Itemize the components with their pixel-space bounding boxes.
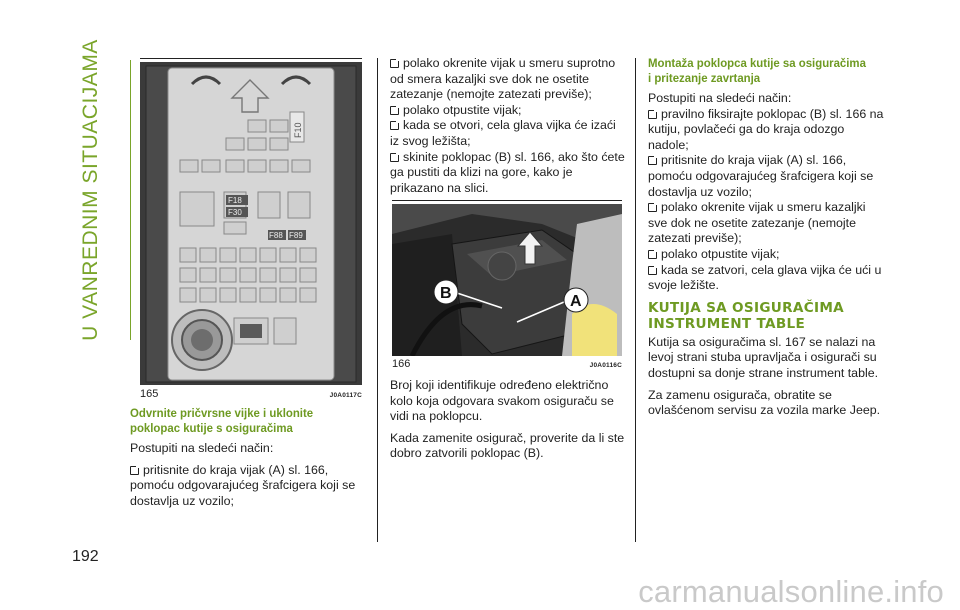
checkbox-bullet-icon <box>390 121 399 130</box>
checkbox-bullet-icon <box>648 203 657 212</box>
section-heading-refit-cover: Montaža poklopca kutije sa osiguračima i pritezanje zavrtanja <box>648 56 866 85</box>
figure-166-engine-bay-image <box>392 204 622 356</box>
column-3 <box>648 56 888 425</box>
checkbox-bullet-icon <box>390 153 399 162</box>
checkbox-bullet-icon <box>648 156 657 165</box>
col1-bullet-1: pritisnite do kraja vijak (A) sl. 166, pomoću odgovarajućeg šrafcigera koji se dostavlja uz vozilo; <box>130 462 356 508</box>
column-divider-1 <box>377 58 378 542</box>
column-1 <box>130 406 366 515</box>
col3-bullet-3: polako okrenite vijak u smeru kazaljki sve dok ne osetite zatezanje (nemojte zatezati previše); <box>648 200 866 246</box>
fuse-label-f89: F89 <box>289 231 303 240</box>
callout-a: A <box>570 293 582 310</box>
fuse-label-f10: F10 <box>293 122 303 138</box>
fuse-label-f88: F88 <box>269 231 283 240</box>
col2-bullet-3: kada se otvori, cela glava vijka će izaći iz svog ležišta; <box>390 118 616 148</box>
figure-165-number: 165 <box>140 388 159 400</box>
column-2-top <box>390 56 628 196</box>
col3-bullet-5: kada se zatvori, cela glava vijka će ući u svoje ležište. <box>648 262 882 293</box>
fuse-label-f18: F18 <box>228 196 242 205</box>
checkbox-bullet-icon <box>648 250 657 259</box>
checkbox-bullet-icon <box>648 110 657 119</box>
checkbox-bullet-icon <box>130 466 139 475</box>
section-title-fuse-box-dashboard: KUTIJA SA OSIGURAČIMA INSTRUMENT TABLE <box>648 299 844 332</box>
col3-bullet-4: polako otpustite vijak; <box>648 247 888 263</box>
col2-bullet-1: polako okrenite vijak u smeru suprotno od smera kazaljki sve dok ne osetite zatezanje (nemojte zatezati previše); <box>390 56 616 102</box>
col3-paragraph-2: Za zamenu osigurača, obratite se ovlašćenom servisu za vozila marke Jeep. <box>648 387 881 418</box>
column-divider-2 <box>635 58 636 542</box>
checkbox-bullet-icon <box>648 266 657 275</box>
checkbox-bullet-icon <box>390 59 399 68</box>
watermark: carmanualsonline.info <box>638 574 944 609</box>
col2-paragraph-1: Broj koji identifikuje određeno električno kolo koja odgovara svakom osiguraču se vidi na poklopcu. <box>390 378 614 424</box>
figure-166-caption <box>392 358 622 370</box>
page-number: 192 <box>72 548 99 565</box>
callout-b: B <box>440 285 452 302</box>
col2-paragraph-2: Kada zamenite osigurač, proverite da li ste dobro zatvorili poklopac (B). <box>390 430 625 461</box>
chapter-rule <box>130 60 131 340</box>
chapter-title: U VANREDNIM SITUACIJAMA <box>79 39 102 341</box>
section-heading-remove-cover: Odvrnite pričvrsne vijke i uklonite poklopac kutije s osiguračima <box>130 406 314 435</box>
figure-166-code: J0A0116C <box>589 362 622 369</box>
figure-165-top-rule <box>140 58 362 59</box>
figure-166-top-rule <box>392 200 622 201</box>
col1-intro: Postupiti na sledeći način: <box>130 441 274 455</box>
col2-bullet-4: skinite poklopac (B) sl. 166, ako što ćete ga pustiti da klizi na gore, kako je prikazano na slici. <box>390 149 625 195</box>
fuse-label-f30: F30 <box>228 208 242 217</box>
col3-intro: Postupiti na sledeći način: <box>648 91 792 105</box>
checkbox-bullet-icon <box>390 106 399 115</box>
col2-bullet-2: polako otpustite vijak; <box>390 103 628 119</box>
col3-bullet-2: pritisnite do kraja vijak (A) sl. 166, pomoću odgovarajućeg šrafcigera koji se dostavlja uz vozilo; <box>648 153 874 199</box>
column-2-bottom <box>390 378 628 468</box>
figure-166-number: 166 <box>392 358 411 370</box>
col3-bullet-1: pravilno fiksirajte poklopac (B) sl. 166 na kutiju, povlačeći ga do kraja odozgo nadole; <box>648 106 884 152</box>
figure-165-fuse-box-image <box>140 62 362 385</box>
figure-165-code: J0A0117C <box>329 392 362 399</box>
col3-paragraph-1: Kutija sa osiguračima sl. 167 se nalazi na levoj strani stuba upravljača i osigurači su dostupni sa donje strane instrument table. <box>648 334 879 380</box>
figure-165-caption <box>140 388 362 400</box>
